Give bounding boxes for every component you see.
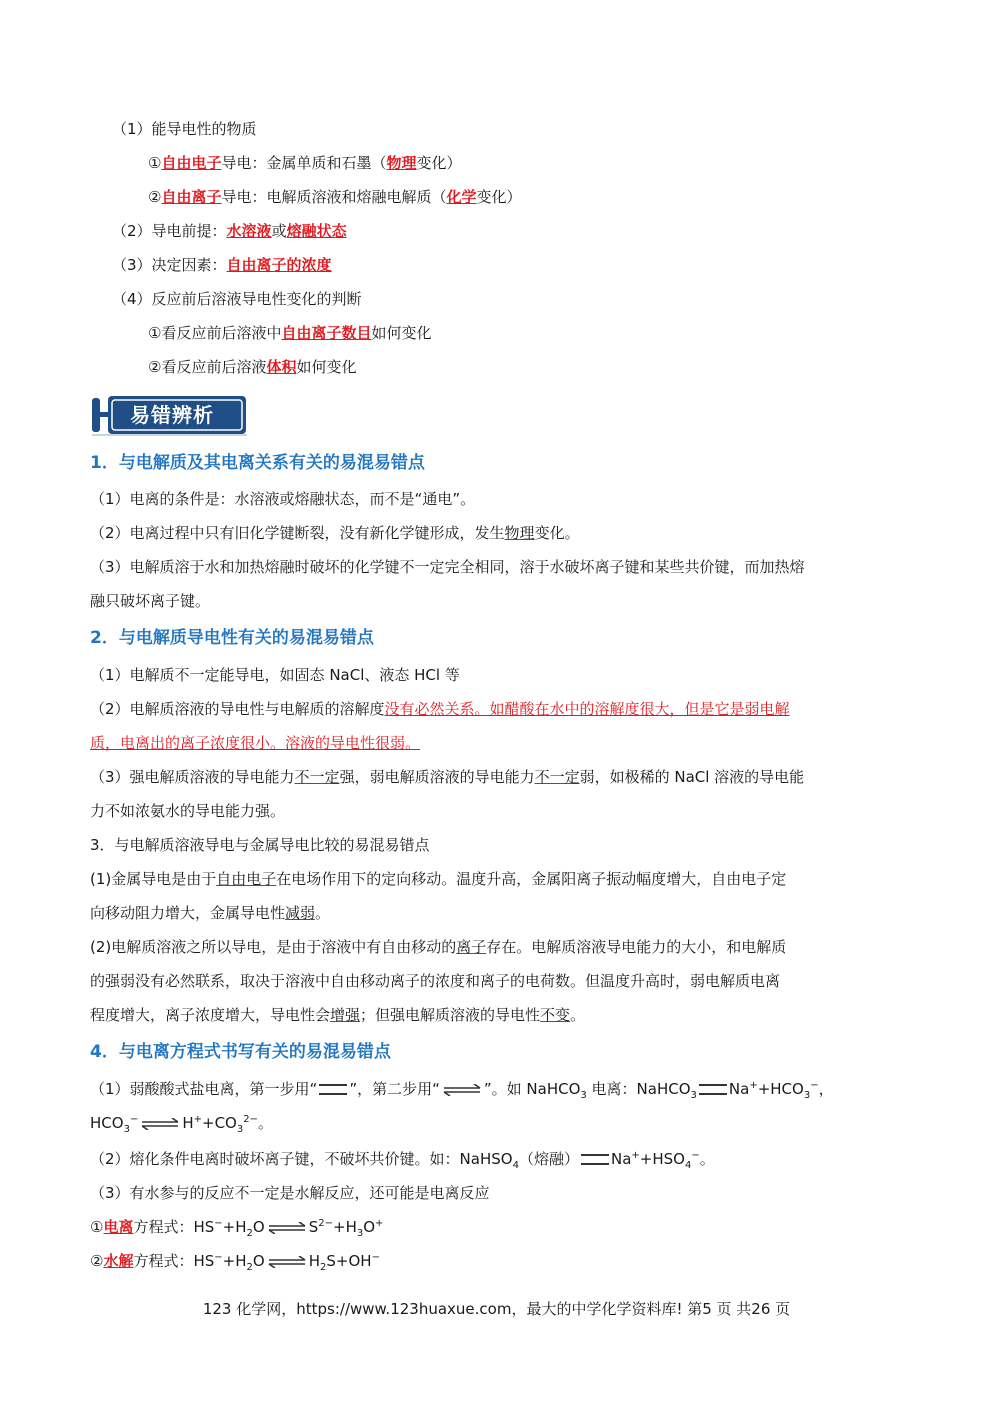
superscript: − xyxy=(214,1252,223,1263)
superscript: 2− xyxy=(243,1114,258,1125)
subscript: 3 xyxy=(123,1124,130,1135)
text: （3）电解质溶于水和加热熔融时破坏的化学键不一定完全相同，溶于水破坏离子键和某些共价键，而加热熔 xyxy=(90,558,805,576)
text: ②看反应前后溶液 xyxy=(148,358,267,376)
s2-point-3 xyxy=(90,766,804,788)
text: 。 xyxy=(699,1150,715,1168)
red-keyword: 自由离子 xyxy=(161,188,222,206)
subscript: 3 xyxy=(690,1090,697,1101)
subscript: 4 xyxy=(684,1160,692,1171)
text: 强，弱电解质溶液的导电能力 xyxy=(339,768,535,786)
s3-point-1-cont xyxy=(90,902,330,924)
reversible-arrow-icon xyxy=(442,1084,482,1096)
text: （3）强电解质溶液的导电能力 xyxy=(90,768,295,786)
text: ①看反应前后溶液中 xyxy=(148,324,282,342)
text: （1）电离的条件是：水溶液或熔融状态，而不是“通电”。 xyxy=(90,490,476,508)
text: +H xyxy=(222,1218,247,1236)
s1-point-3-cont xyxy=(90,590,210,612)
text: ① xyxy=(148,154,162,172)
subscript: 2 xyxy=(246,1262,253,1273)
text: 如何变化 xyxy=(371,324,432,342)
text: 如何变化 xyxy=(296,358,357,376)
superscript: + xyxy=(375,1218,384,1229)
subscript: 3 xyxy=(356,1228,364,1239)
heading-section-2: 2．与电解质导电性有关的易混易错点 xyxy=(90,628,374,648)
text: ② xyxy=(148,188,162,206)
s4-point-3 xyxy=(90,1182,490,1204)
text: 方程式：HS xyxy=(133,1252,215,1270)
text: Na xyxy=(728,1080,750,1098)
red-keyword: 自由离子的浓度 xyxy=(226,256,332,274)
s4-point-2 xyxy=(90,1148,715,1170)
superscript: − xyxy=(214,1218,223,1229)
red-keyword: 水溶液 xyxy=(226,222,272,240)
text: 变化。 xyxy=(534,524,580,542)
superscript: − xyxy=(371,1252,380,1263)
underlined-keyword: 不一定 xyxy=(534,768,580,786)
underlined-keyword: 不变 xyxy=(540,1006,571,1024)
s4-ionization-equation xyxy=(90,1216,383,1238)
s1-point-1 xyxy=(90,488,475,510)
s4-point-1-cont xyxy=(90,1112,273,1134)
line-volume xyxy=(148,356,356,378)
line-free-electrons xyxy=(148,152,462,174)
text: (1)金属导电是由于 xyxy=(90,870,217,888)
s2-point-1 xyxy=(90,664,460,686)
superscript: − xyxy=(129,1114,139,1125)
text: 的强弱没有必然联系，取决于溶液中自由移动离子的浓度和离子的电荷数。但温度升高时，弱电解质电离 xyxy=(90,972,781,990)
text: ；但强电解质溶液的导电性 xyxy=(360,1006,541,1024)
text: (2)电解质溶液之所以导电，是由于溶液中有自由移动的 xyxy=(90,938,457,956)
text: 。 xyxy=(315,904,331,922)
text: （1）能导电性的物质 xyxy=(112,120,257,138)
text: 在电场作用下的定向移动。温度升高，金属阳离子振动幅度增大，自由电子定 xyxy=(276,870,787,888)
reversible-arrow-icon xyxy=(267,1222,307,1234)
subscript: 3 xyxy=(803,1090,811,1101)
text: ① xyxy=(90,1218,104,1236)
red-keyword: 水解 xyxy=(103,1252,134,1270)
heading-section-1: 1．与电解质及其电离关系有关的易混易错点 xyxy=(90,453,425,473)
s1-point-2 xyxy=(90,522,580,544)
text: 。 xyxy=(570,1006,586,1024)
superscript: 2− xyxy=(318,1218,333,1229)
line-judgement xyxy=(112,288,362,310)
text: ”，第二步用“ xyxy=(349,1080,440,1098)
s1-point-3 xyxy=(90,556,805,578)
text: 存在。电解质溶液导电能力的大小，和电解质 xyxy=(486,938,787,956)
text: 方程式：HS xyxy=(133,1218,215,1236)
text: ， xyxy=(818,1080,834,1098)
text: H xyxy=(308,1252,320,1270)
text: 融只破坏离子键。 xyxy=(90,592,211,610)
text: （2）导电前提： xyxy=(112,222,227,240)
text: （3）有水参与的反应不一定是水解反应，还可能是电离反应 xyxy=(90,1184,490,1202)
superscript: − xyxy=(691,1150,700,1161)
red-keyword: 自由电子 xyxy=(161,154,222,172)
line-premise xyxy=(112,220,347,242)
heading-section-4: 4．与电离方程式书写有关的易混易错点 xyxy=(90,1042,391,1062)
text: 变化） xyxy=(476,188,522,206)
text: +HCO xyxy=(757,1080,804,1098)
equals-sign-icon xyxy=(319,1084,347,1095)
text: 向移动阻力增大，金属导电性 xyxy=(90,904,286,922)
superscript: + xyxy=(749,1080,758,1091)
line-conductive-substances xyxy=(112,118,257,140)
text: （3）决定因素： xyxy=(112,256,227,274)
text: HCO xyxy=(90,1114,124,1132)
underlined-keyword: 离子 xyxy=(456,938,487,956)
red-keyword: 熔融状态 xyxy=(286,222,347,240)
equals-sign-icon xyxy=(581,1154,609,1165)
s2-point-2 xyxy=(90,698,790,720)
superscript: + xyxy=(631,1150,640,1161)
text: O xyxy=(252,1218,265,1236)
line-free-ions xyxy=(148,186,522,208)
subscript: 2 xyxy=(320,1262,327,1273)
underlined-keyword: 增强 xyxy=(330,1006,361,1024)
text: 导电：电解质溶液和熔融电解质（ xyxy=(221,188,447,206)
text: （1）电解质不一定能导电，如固态 NaCl、液态 HCl 等 xyxy=(90,666,460,684)
s2-point-3-cont xyxy=(90,800,285,822)
text: O xyxy=(363,1218,376,1236)
s3-point-2-cont-1 xyxy=(90,970,780,992)
red-keyword: 自由离子数目 xyxy=(281,324,372,342)
underlined-keyword: 自由电子 xyxy=(216,870,277,888)
section-badge xyxy=(92,394,247,436)
text: 程度增大，离子浓度增大，导电性会 xyxy=(90,1006,331,1024)
page-footer: 123 化学网，https://www.123huaxue.com，最大的中学化学资料库! 第5 页 共26 页 xyxy=(202,1300,791,1318)
text: ② xyxy=(90,1252,104,1270)
text: +H xyxy=(333,1218,357,1236)
red-keyword: 物理 xyxy=(386,154,417,172)
text: H xyxy=(182,1114,194,1132)
subscript: 2 xyxy=(246,1228,253,1239)
heading-section-3: 3．与电解质溶液导电与金属导电比较的易混易错点 xyxy=(90,836,430,854)
red-keyword: 电离 xyxy=(103,1218,134,1236)
text: （2）电离过程中只有旧化学键断裂，没有新化学键形成，发生 xyxy=(90,524,505,542)
text: 。 xyxy=(257,1114,273,1132)
text: Na xyxy=(610,1150,632,1168)
superscript: − xyxy=(810,1080,819,1091)
underlined-keyword: 减弱 xyxy=(285,904,316,922)
underlined-keyword: 不一定 xyxy=(294,768,340,786)
text: ”。如 NaHCO xyxy=(483,1080,581,1098)
red-keyword: 化学 xyxy=(446,188,477,206)
badge-label: 易错辨析 xyxy=(130,403,214,427)
s2-point-2-cont xyxy=(90,732,420,754)
text: （2）熔化条件电离时破坏离子键，不破坏共价键。如：NaHSO xyxy=(90,1150,513,1168)
text: 电离：NaHCO xyxy=(586,1080,691,1098)
text: +HSO xyxy=(639,1150,685,1168)
s3-point-2 xyxy=(90,936,786,958)
underlined-keyword: 物理 xyxy=(504,524,535,542)
text: S xyxy=(308,1218,319,1236)
text: （熔融） xyxy=(518,1150,579,1168)
subscript: 3 xyxy=(236,1124,244,1135)
line-ion-count xyxy=(148,322,431,344)
s3-point-1 xyxy=(90,868,786,890)
reversible-arrow-icon xyxy=(140,1118,180,1130)
text: O xyxy=(252,1252,265,1270)
red-underlined-text: 质，电离出的离子浓度很小。溶液的导电性很弱。 xyxy=(90,734,421,752)
equals-sign-icon xyxy=(699,1084,727,1095)
s4-point-1 xyxy=(90,1078,834,1100)
text: （2）电解质溶液的导电性与电解质的溶解度 xyxy=(90,700,385,718)
text: 或 xyxy=(271,222,287,240)
text: 弱，如极稀的 NaCl 溶液的导电能 xyxy=(579,768,805,786)
red-underlined-text: 没有必然关系。如醋酸在水中的溶解度很大，但是它是弱电解 xyxy=(384,700,790,718)
text: 导电：金属单质和石墨（ xyxy=(221,154,387,172)
subscript: 4 xyxy=(512,1160,519,1171)
line-factor xyxy=(112,254,332,276)
s4-hydrolysis-equation xyxy=(90,1250,380,1272)
text: S+OH xyxy=(326,1252,372,1270)
red-keyword: 体积 xyxy=(266,358,297,376)
text: （1）弱酸酸式盐电离，第一步用“ xyxy=(90,1080,318,1098)
text: 变化） xyxy=(416,154,462,172)
text: （4）反应前后溶液导电性变化的判断 xyxy=(112,290,362,308)
text: +CO xyxy=(202,1114,237,1132)
reversible-arrow-icon xyxy=(267,1256,307,1268)
s3-point-2-cont-2 xyxy=(90,1004,585,1026)
text: +H xyxy=(222,1252,247,1270)
subscript: 3 xyxy=(580,1090,587,1101)
text: 力不如浓氨水的导电能力强。 xyxy=(90,802,286,820)
superscript: + xyxy=(193,1114,202,1125)
